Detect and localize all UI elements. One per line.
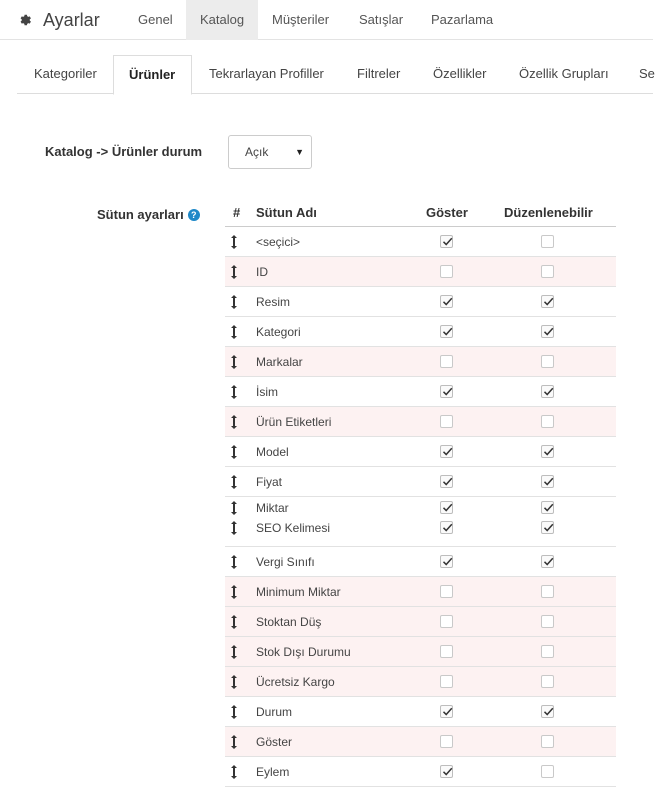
table-row xyxy=(225,227,616,257)
column-name: Göster xyxy=(256,735,293,749)
help-icon[interactable]: ? xyxy=(188,209,200,221)
table-row xyxy=(225,727,616,757)
nav-katalog[interactable]: Katalog xyxy=(186,0,258,40)
editable-checkbox[interactable] xyxy=(541,385,554,398)
header-show: Göster xyxy=(426,205,468,220)
show-checkbox[interactable] xyxy=(440,521,453,534)
editable-checkbox[interactable] xyxy=(541,705,554,718)
show-checkbox[interactable] xyxy=(440,735,453,748)
table-row xyxy=(225,257,616,287)
editable-checkbox[interactable] xyxy=(541,355,554,368)
table-row xyxy=(225,667,616,697)
drag-handle-icon[interactable] xyxy=(231,521,237,535)
column-name: Eylem xyxy=(256,765,290,779)
table-row xyxy=(225,697,616,727)
editable-checkbox[interactable] xyxy=(541,501,554,514)
column-settings-text: Sütun ayarları xyxy=(97,207,184,222)
show-checkbox[interactable] xyxy=(440,355,453,368)
drag-handle-icon[interactable] xyxy=(231,235,237,249)
nav-pazarlama[interactable]: Pazarlama xyxy=(431,12,494,27)
column-name: Miktar xyxy=(256,501,289,515)
table-row xyxy=(225,637,616,667)
tab-ozellikler[interactable]: Özellikler xyxy=(433,66,487,81)
tab-urunler[interactable]: Ürünler xyxy=(113,55,192,95)
column-name: Kategori xyxy=(256,325,301,339)
caret-down-icon: ▼ xyxy=(295,147,304,157)
editable-checkbox[interactable] xyxy=(541,521,554,534)
table-row xyxy=(225,497,616,547)
editable-checkbox[interactable] xyxy=(541,675,554,688)
show-checkbox[interactable] xyxy=(440,705,453,718)
nav-musteriler[interactable]: Müşteriler xyxy=(272,12,330,27)
table-row xyxy=(225,347,616,377)
column-name: Durum xyxy=(256,705,293,719)
column-name: Minimum Miktar xyxy=(256,585,341,599)
editable-checkbox[interactable] xyxy=(541,415,554,428)
column-name: Resim xyxy=(256,295,291,309)
show-checkbox[interactable] xyxy=(440,555,453,568)
drag-handle-icon[interactable] xyxy=(231,295,237,309)
table-row xyxy=(225,547,616,577)
table-header xyxy=(225,198,616,227)
show-checkbox[interactable] xyxy=(440,645,453,658)
tab-filtreler[interactable]: Filtreler xyxy=(357,66,401,81)
header-editable: Düzenlenebilir xyxy=(504,205,593,220)
brand xyxy=(19,0,100,40)
column-name: Ürün Etiketleri xyxy=(256,415,332,429)
editable-checkbox[interactable] xyxy=(541,735,554,748)
editable-checkbox[interactable] xyxy=(541,295,554,308)
drag-handle-icon[interactable] xyxy=(231,325,237,339)
column-name: Fiyat xyxy=(256,475,283,489)
column-name: İsim xyxy=(256,385,278,399)
editable-checkbox[interactable] xyxy=(541,475,554,488)
show-checkbox[interactable] xyxy=(440,265,453,278)
drag-handle-icon[interactable] xyxy=(231,735,237,749)
table-row xyxy=(225,607,616,637)
editable-checkbox[interactable] xyxy=(541,645,554,658)
show-checkbox[interactable] xyxy=(440,475,453,488)
sub-tabs xyxy=(17,55,653,94)
drag-handle-icon[interactable] xyxy=(231,475,237,489)
table-row xyxy=(225,407,616,437)
editable-checkbox[interactable] xyxy=(541,585,554,598)
drag-handle-icon[interactable] xyxy=(231,765,237,779)
drag-handle-icon[interactable] xyxy=(231,585,237,599)
tab-tekrarlayan-profiller[interactable]: Tekrarlayan Profiller xyxy=(209,66,324,81)
drag-handle-icon[interactable] xyxy=(231,705,237,719)
drag-handle-icon[interactable] xyxy=(231,355,237,369)
drag-handle-icon[interactable] xyxy=(231,645,237,659)
column-name: Markalar xyxy=(256,355,303,369)
drag-handle-icon[interactable] xyxy=(231,555,237,569)
drag-handle-icon[interactable] xyxy=(231,385,237,399)
show-checkbox[interactable] xyxy=(440,325,453,338)
editable-checkbox[interactable] xyxy=(541,555,554,568)
drag-handle-icon[interactable] xyxy=(231,615,237,629)
column-name: SEO Kelimesi xyxy=(256,521,331,535)
column-name: Model xyxy=(256,445,289,459)
column-name: Vergi Sınıfı xyxy=(256,555,315,569)
show-checkbox[interactable] xyxy=(440,585,453,598)
tab-ozellik-gruplari[interactable]: Özellik Grupları xyxy=(519,66,609,81)
column-name: Stoktan Düş xyxy=(256,615,322,629)
nav-genel[interactable]: Genel xyxy=(138,12,173,27)
drag-handle-icon[interactable] xyxy=(231,265,237,279)
show-checkbox[interactable] xyxy=(440,501,453,514)
tab-more[interactable]: Se xyxy=(639,66,655,81)
editable-checkbox[interactable] xyxy=(541,765,554,778)
status-select-value: Açık xyxy=(245,145,269,159)
main-nav xyxy=(124,0,507,40)
table-row xyxy=(225,437,616,467)
editable-checkbox[interactable] xyxy=(541,235,554,248)
editable-checkbox[interactable] xyxy=(541,265,554,278)
show-checkbox[interactable] xyxy=(440,765,453,778)
table-row xyxy=(225,377,616,407)
show-checkbox[interactable] xyxy=(440,445,453,458)
column-name: <seçici> xyxy=(256,235,301,249)
status-select[interactable] xyxy=(228,135,312,169)
column-settings-label xyxy=(97,207,200,222)
gear-icon xyxy=(19,14,31,26)
header-hash: # xyxy=(233,205,241,220)
status-label: Katalog -> Ürünler durum xyxy=(45,144,203,159)
show-checkbox[interactable] xyxy=(440,615,453,628)
drag-handle-icon[interactable] xyxy=(231,675,237,689)
top-bar xyxy=(0,0,653,40)
drag-handle-icon[interactable] xyxy=(231,445,237,459)
editable-checkbox[interactable] xyxy=(541,325,554,338)
column-name: Ücretsiz Kargo xyxy=(256,675,335,689)
table-row xyxy=(225,287,616,317)
table-row xyxy=(225,467,616,497)
editable-checkbox[interactable] xyxy=(541,615,554,628)
header-name: Sütun Adı xyxy=(256,205,317,220)
show-checkbox[interactable] xyxy=(440,295,453,308)
show-checkbox[interactable] xyxy=(440,415,453,428)
tab-kategoriler[interactable]: Kategoriler xyxy=(34,66,97,81)
show-checkbox[interactable] xyxy=(440,235,453,248)
page-title: Ayarlar xyxy=(43,9,100,30)
table-row xyxy=(225,577,616,607)
editable-checkbox[interactable] xyxy=(541,445,554,458)
show-checkbox[interactable] xyxy=(440,385,453,398)
table-row xyxy=(225,757,616,787)
drag-handle-icon[interactable] xyxy=(231,415,237,429)
show-checkbox[interactable] xyxy=(440,675,453,688)
nav-satislar[interactable]: Satışlar xyxy=(359,12,404,27)
table-row xyxy=(225,317,616,347)
table-body xyxy=(225,227,616,787)
column-settings-table xyxy=(225,198,616,787)
column-name: ID xyxy=(256,265,268,279)
column-name: Stok Dışı Durumu xyxy=(256,645,351,659)
drag-handle-icon[interactable] xyxy=(231,501,237,515)
